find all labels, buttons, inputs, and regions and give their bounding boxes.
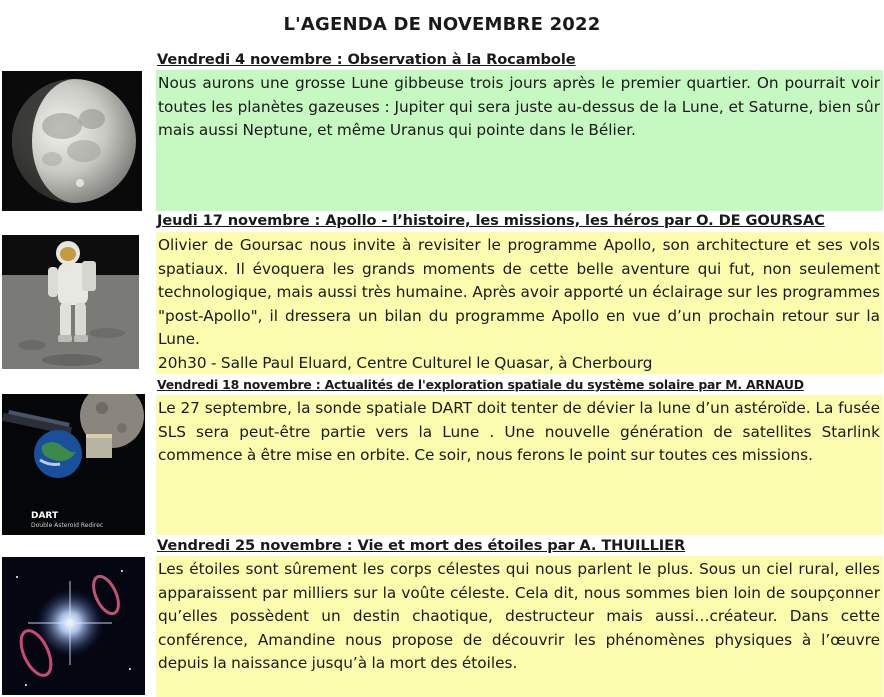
event-description: Nous aurons une grosse Lune gibbeuse trois jours après le premier quartier. On pourrait voir toutes les planètes gazeuses : Jupiter qui sera juste au-dessus de la Lune, et Saturne, bien sûr mais aussi Neptune, et même Uranus qui pointe dans le Bélier. [158,74,880,140]
moon-gibbous-image [2,71,142,211]
event-description-box [156,395,883,535]
event-description: Olivier de Goursac nous invite à revisiter le programme Apollo, son architecture et ses vols spatiaux. Il évoquera les grands moments de cette belle aventure qui fut, non seulement technologique, mais aussi très humaine. Après avoir apporté un éclairage sur les programmes "post-Apollo", il dressera un bilan du programme Apollo en vue d’un prochain retour sur la Lune. [158,236,880,349]
event-description-box [156,556,883,697]
event-heading: Jeudi 17 novembre : Apollo - l’histoire, les missions, les héros par O. DE GOURSAC [157,212,825,229]
event-description-box [156,70,883,211]
image-subcaption: Double Asteroid Redirec [31,522,104,529]
page-title: L'AGENDA DE NOVEMBRE 2022 [283,14,601,35]
event-heading: Vendredi 18 novembre : Actualités de l'exploration spatiale du système solaire par M. ARNAUD [157,377,804,392]
event-description: Le 27 septembre, la sonde spatiale DART doit tenter de dévier la lune d’un astéroïde. La fusée SLS sera peut-être partie vers la Lune . Une nouvelle génération de satellites Starlink commence à être mise en orbite. Ce soir, nous ferons le point sur toutes ces missions. [158,399,880,465]
event-heading: Vendredi 25 novembre : Vie et mort des étoiles par A. THUILLIER [157,537,686,554]
image-caption: DART [31,511,59,521]
event-location: 20h30 - Salle Paul Eluard, Centre Culturel le Quasar, à Cherbourg [158,353,653,372]
apollo-astronaut-image [2,235,139,369]
event-heading: Vendredi 4 novembre : Observation à la Rocambole [157,51,576,68]
dart-spacecraft-image [2,394,145,535]
event-description-box [156,232,883,374]
event-description: Les étoiles sont sûrement les corps célestes qui nous parlent le plus. Sous un ciel rural, elles apparaissent par milliers sur la voûte céleste. Cela dit, nous sommes bien loin de soupçonner qu’elles possèdent un destin chaotique, destructeur mais aussi…créateur. Dans cette conférence, Amandine nous propose de découvrir les phénomènes physiques à l’œuvre depuis la naissance jusqu’à la mort des étoiles. [158,560,880,673]
dying-stars-image [2,557,145,695]
